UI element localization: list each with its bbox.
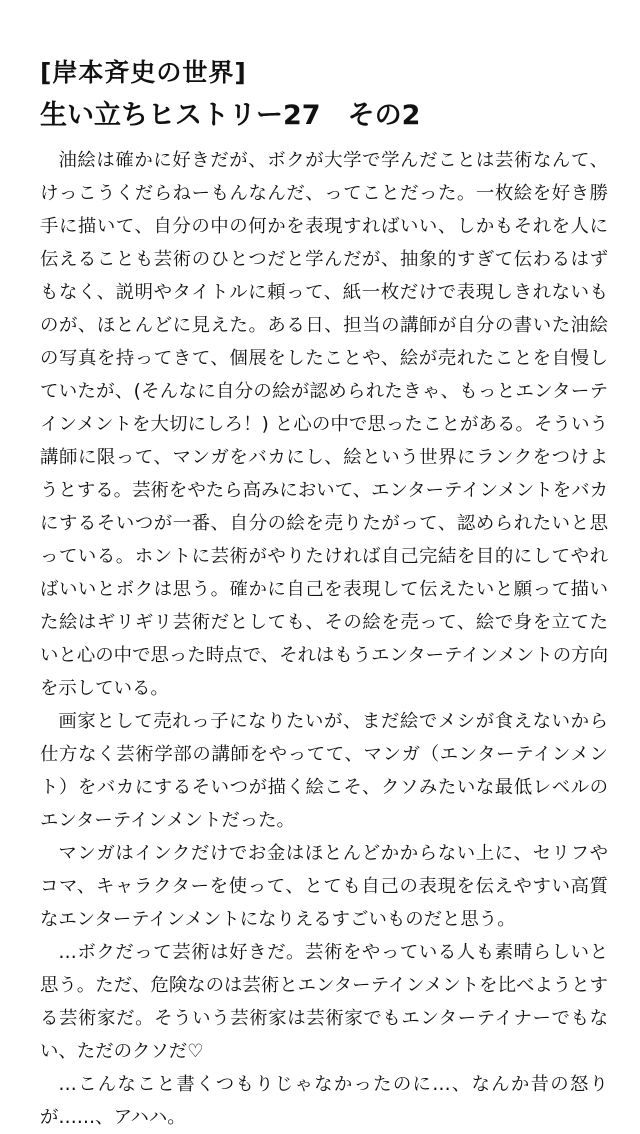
essay-body xyxy=(40,144,608,1134)
paragraph: …こんなこと書くつもりじゃなかったのに…、なんか昔の怒りが……、アハハ。 xyxy=(40,1074,608,1128)
series-title: [岸本斉史の世界] xyxy=(40,58,247,87)
paragraph: …ボクだって芸術は好きだ。芸術をやっている人も素晴らしいと思う。ただ、危険なのは芸術とエンターテインメントを比べようとする芸術家だ。そういう芸術家は芸術家でもエンターテイナーでもない、ただのクソだ♡ xyxy=(40,942,608,1062)
paragraph: マンガはインクだけでお金はほとんどかからない上に、セリフやコマ、キャラクターを使って、とても自己の表現を伝えやすい高質なエンターテインメントになりえるすごいものだと思う。 xyxy=(40,843,608,930)
essay-page xyxy=(40,52,608,1134)
paragraph: 油絵は確かに好きだが、ボクが大学で学んだことは芸術なんて、けっこうくだらねーもんなんだ、ってことだった。一枚絵を好き勝手に描いて、自分の中の何かを表現すればいい、しかもそれを人に伝えることも芸術のひとつだと学んだが、抽象的すぎて伝わるはずもなく、説明やタイトルに頼って、紙一枚だけで表現しきれないものが、ほとんどに見えた。ある日、担当の講師が自分の書いた油絵の写真を持ってきて、個展をしたことや、絵が売れたことを自慢していたが、(そんなに自分の絵が認められたきゃ、もっとエンターテインメントを大切にしろ！) と心の中で思ったことがある。そういう講師に限って、マンガをバカにし、絵という世界にランクをつけようとする。芸術をやたら高みにおいて、エンターテインメントをバカにするそいつが一番、自分の絵を売りたがって、認められたいと思っている。ホントに芸術がやりたければ自己完結を目的にしてやればいいとボクは思う。確かに自己を表現して伝えたいと願って描いた絵はギリギリ芸術だとしても、その絵を売って、絵で身を立てたいと心の中で思った時点で、それはもうエンターテインメントの方向を示している。 xyxy=(40,150,608,699)
paragraph: 画家として売れっ子になりたいが、まだ絵でメシが食えないから仕方なく芸術学部の講師をやってて、マンガ（エンターテインメント）をバカにするそいつが描く絵こそ、クソみたいな最低レベルのエンターテインメントだった。 xyxy=(40,711,608,831)
episode-title: 生い立ちヒストリー27 その2 xyxy=(40,100,421,131)
